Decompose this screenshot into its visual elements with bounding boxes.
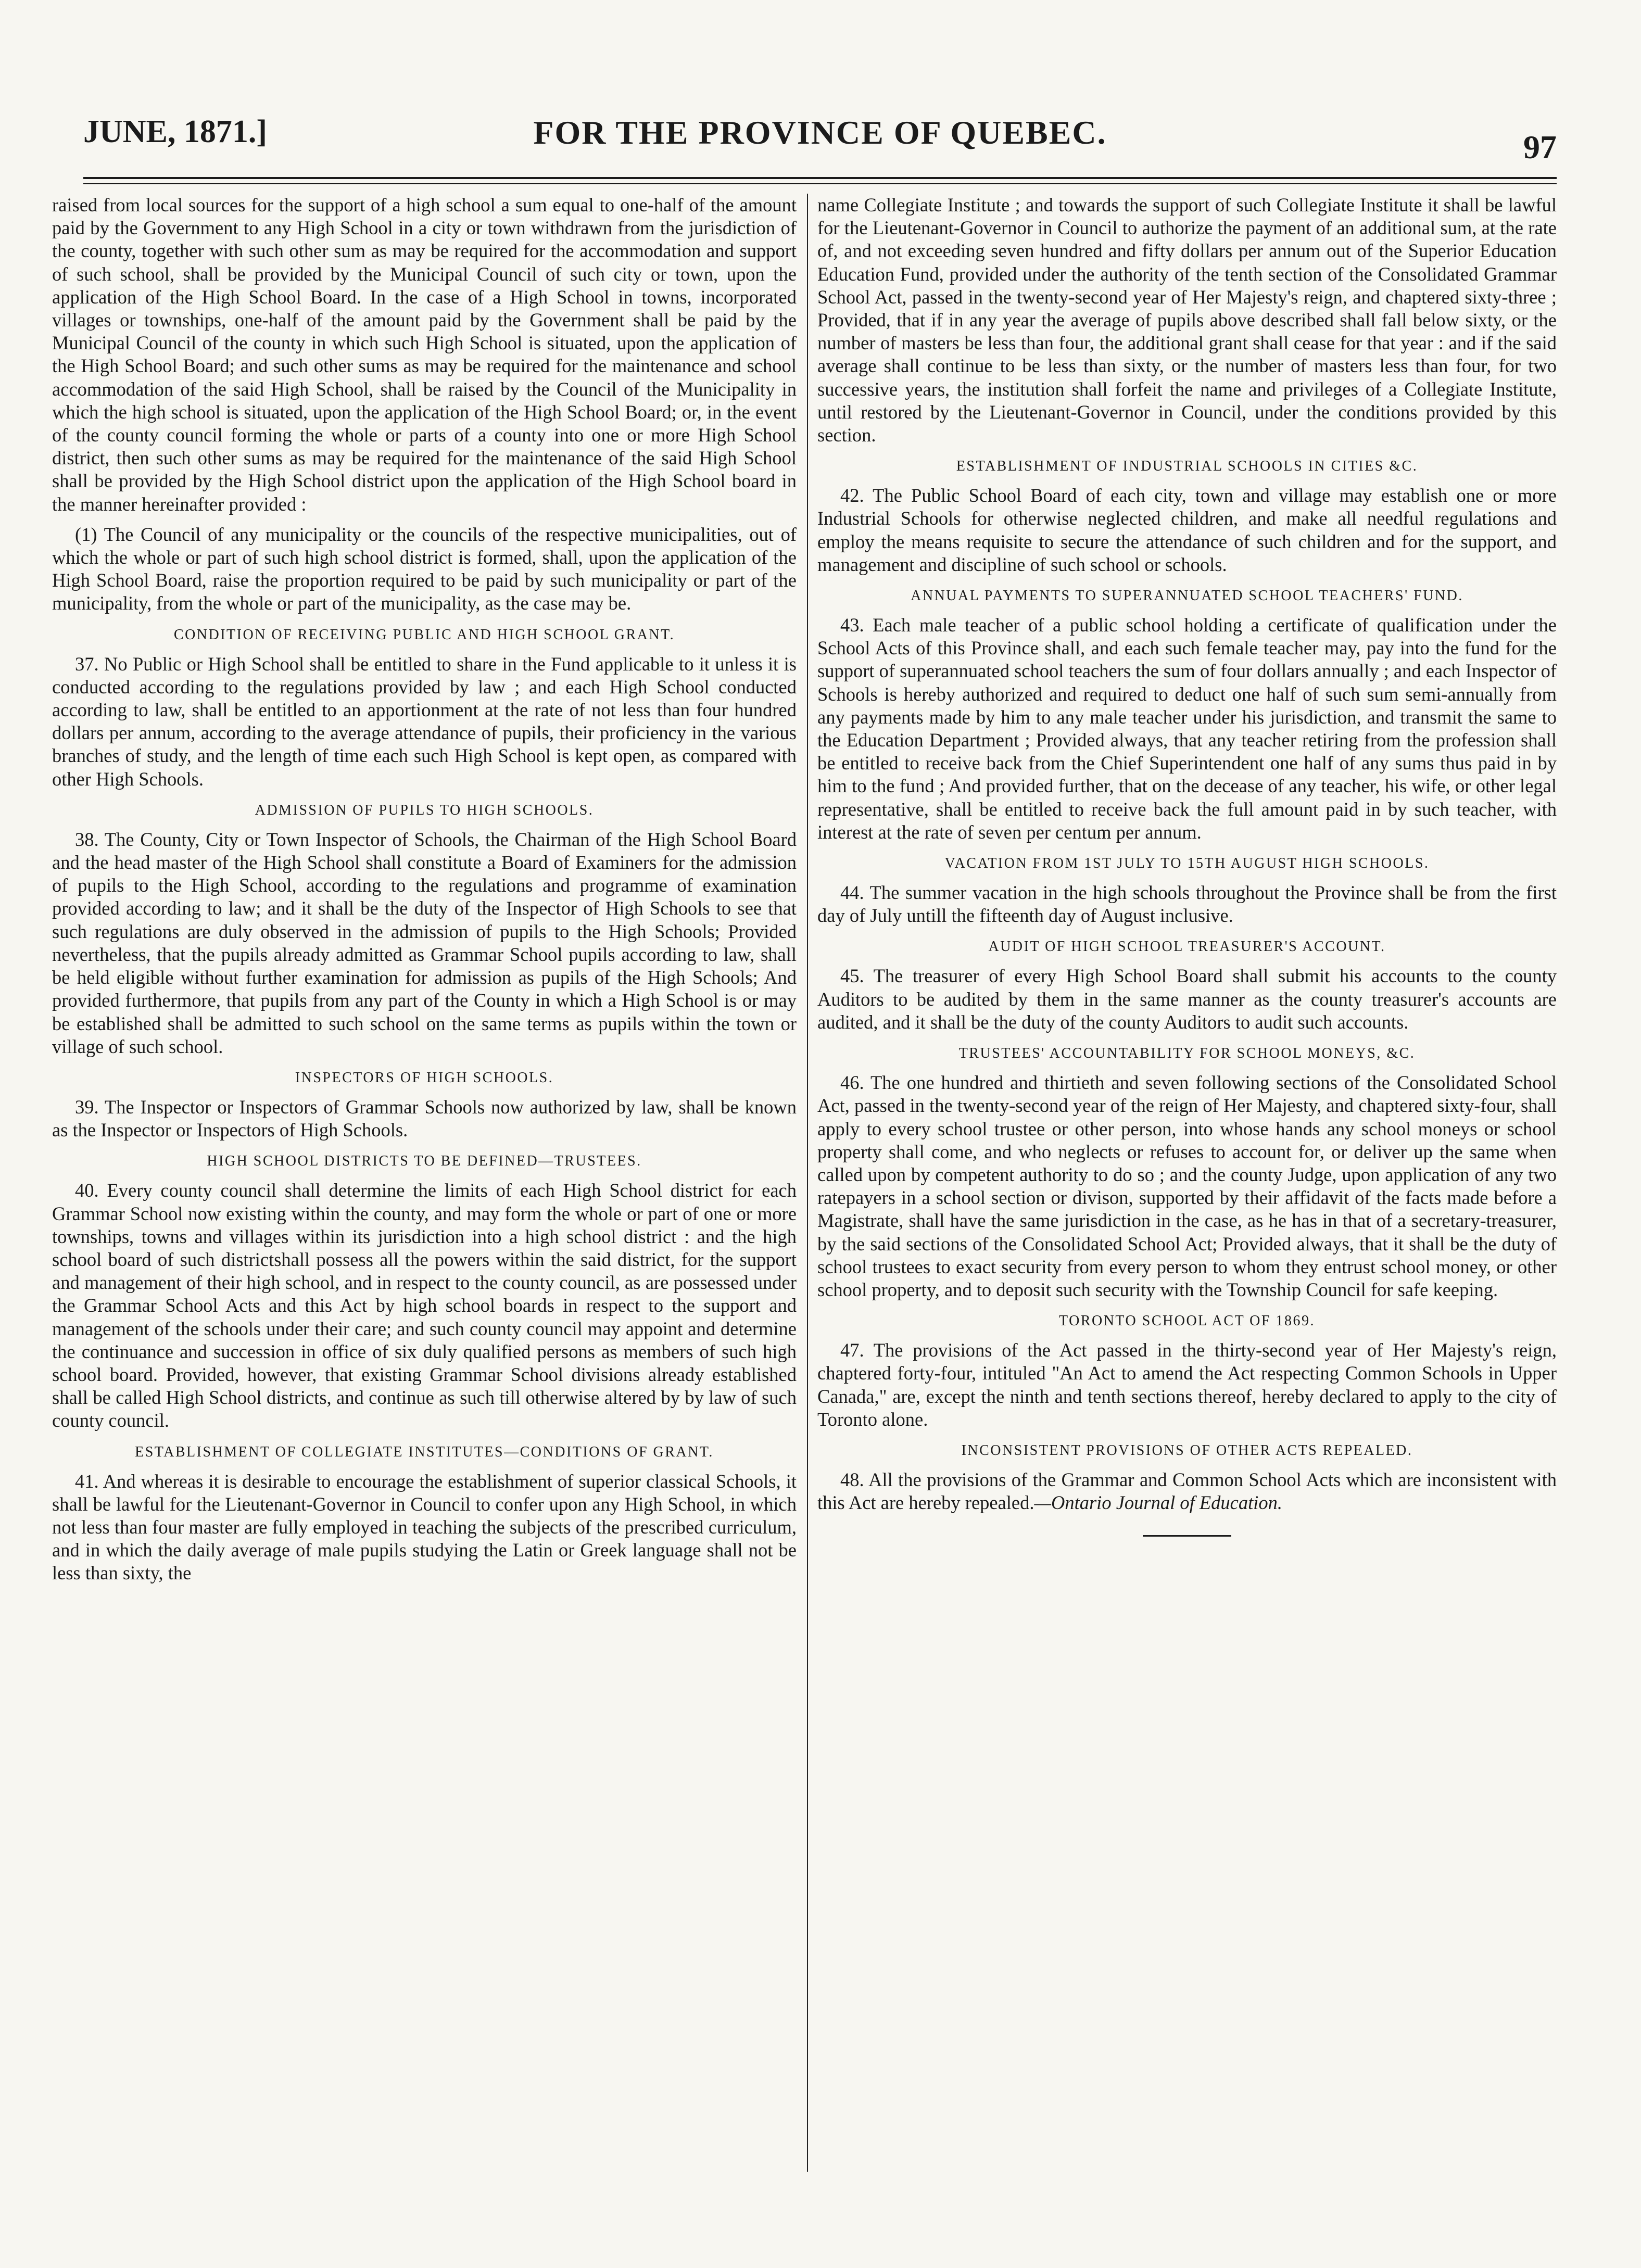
issue-date: JUNE, 1871.] bbox=[83, 114, 268, 149]
section-heading-39: INSPECTORS OF HIGH SCHOOLS. bbox=[295, 1069, 554, 1086]
section-heading-37: CONDITION OF RECEIVING PUBLIC AND HIGH SCHOOL GRANT. bbox=[173, 626, 675, 643]
page-number: 97 bbox=[1523, 129, 1557, 166]
page-header bbox=[83, 104, 1557, 167]
running-title: FOR THE PROVINCE OF QUEBEC. bbox=[533, 114, 1107, 151]
section-heading-45: AUDIT OF HIGH SCHOOL TREASURER'S ACCOUNT. bbox=[988, 939, 1386, 955]
article-end-rule bbox=[1143, 1535, 1231, 1537]
paragraph-48 bbox=[817, 1468, 1557, 1514]
section-heading-47: TORONTO SCHOOL ACT OF 1869. bbox=[1059, 1313, 1315, 1329]
paragraph-38: 38. The County, City or Town Inspector of Schools, the Chairman of the High School Board and the head master of the High School shall constitute a Board of Examiners for the admission of pupils to the High School, according to the regulations and programme of examination provided according to law; and it shall be the duty of the Inspector of High Schools to see that such regulations are duly observed in the admission of pupils to the High Schools; Provided nevertheless, that the pupils already admitted as Grammar School pupils according to law, shall be held eligible without further examination for admission as pupils of the High Schools; And provided furthermore, that pupils from any part of the County in which a High School is or may be established shall be admitted to such school on the same terms as pupils within the town or village of such school. bbox=[52, 828, 797, 1057]
paragraph-intro: raised from local sources for the support of a high school a sum equal to one-half of the amount paid by the Government to any High School in a city or town withdrawn from the jurisdiction of the county, together with such other sum as may be required for the accommodation and support of such school, shall be provided by the Municipal Council of such city or town, upon the application of the High School Board. In the case of a High School in towns, incorporated villages or townships, one-half of the amount paid by the Government shall be paid by the Municipal Council of the county in which such High School is situated, upon the application of the High School Board; and such other sums as may be required for the maintenance and school accommodation of the said High School, shall be raised by the Council of the Municipality in which the high school is situated, upon the application of the High School Board; or, in the event of the county council forming the whole or parts of a county into one or more High School district, then such other sums as may be required for the maintenance of the said High School shall be provided by the High School district upon the application of the High School board in the manner hereinafter provided : bbox=[52, 194, 797, 515]
paragraph-37: 37. No Public or High School shall be entitled to share in the Fund applicable to it unless it is conducted according to the regulations provided by law ; and each High School conducted according to law, shall be entitled to an apportionment at the rate of not less than four hundred dollars per annum, according to the average attendance of pupils, their proficiency in the various branches of study, and the length of time each such High School is kept open, as compared with other High Schools. bbox=[52, 653, 797, 790]
paragraph-41-continued: name Collegiate Institute ; and towards the support of such Collegiate Institute it shall be lawful for the Lieutenant-Governor in Council to authorize the payment of an additional sum, at the rate of, and not exceeding seven hundred and fifty dollars per annum out of the Superior Education Education Fund, provided under the authority of the tenth section of the Consolidated Grammar School Act, passed in the twenty-second year of Her Majesty's reign, and chaptered sixty-three ; Provided, that if in any year the average of pupils above described shall fall below sixty, or the number of masters be less than four, the additional grant shall cease for that year : and if the said average shall continue to be less than sixty, or the number of masters less than four, for two successive years, the institution shall forfeit the name and privileges of a Collegiate Institute, until restored by the Lieutenant-Governor in Council, under the conditions provided by this section. bbox=[817, 194, 1557, 446]
paragraph-47: 47. The provisions of the Act passed in the thirty-second year of Her Majesty's reign, chaptered forty-four, intituled "An Act to amend the Act respecting Common Schools in Upper Canada," are, except the ninth and tenth sections thereof, hereby declared to apply to the city of Toronto alone. bbox=[817, 1339, 1557, 1430]
header-rule bbox=[83, 177, 1557, 179]
section-heading-42: ESTABLISHMENT OF INDUSTRIAL SCHOOLS IN CITIES &C. bbox=[956, 458, 1418, 475]
section-heading-41: ESTABLISHMENT OF COLLEGIATE INSTITUTES—CONDITIONS OF GRANT. bbox=[135, 1443, 714, 1460]
right-column bbox=[817, 194, 1557, 2208]
header-rule-thin bbox=[83, 183, 1557, 184]
paragraph-45: 45. The treasurer of every High School Board shall submit his accounts to the county Auditors to be audited by them in the same manner as the county treasurer's accounts are audited, and it shall be the duty of the county Auditors to audit such accounts. bbox=[817, 965, 1557, 1033]
paragraph-48-text: 48. All the provisions of the Grammar and Common School Acts which are inconsistent with this Act are hereby repealed. bbox=[817, 1468, 1557, 1514]
paragraph-40: 40. Every county council shall determine the limits of each High School district for each Grammar School now existing within the county, and may form the whole or part of one or more townships, towns and villages within its jurisdiction into a high school district : and the high school board of such districtshall possess all the powers within the said district, for the support and management of their high school, and in respect to the county council, as are possessed under the Grammar School Acts and this Act by high school boards in respect to the support and management of the schools under their care; and such county council may appoint and determine the continuance and succession in office of six duly qualified persons as members of such high school board. Provided, however, that existing Grammar School divisions already established shall be called High School districts, and continue as such till otherwise altered by by law of such county council. bbox=[52, 1180, 797, 1431]
paragraph-43: 43. Each male teacher of a public school holding a certificate of qualification under the School Acts of this Province shall, and each such female teacher may, pay into the fund for the support of superannuated school teachers the sum of four dollars annually ; and each Inspector of Schools is hereby authorized and required to deduct one half of such sum semi-annually from any payments made by him to any male teacher under his jurisdiction, and transmit the same to the Education Department ; Provided always, that any teacher retiring from the profession shall be entitled to receive back from the Chief Superintendent one half of any sums thus paid in by him to the fund ; And provided further, that on the decease of any teacher, his wife, or other legal representative, shall be entitled to receive back the full amount paid in by such teacher, with interest at the rate of seven per centum per annum. bbox=[817, 614, 1557, 843]
paragraph-39: 39. The Inspector or Inspectors of Grammar Schools now authorized by law, shall be known as the Inspector or Inspectors of High Schools. bbox=[52, 1096, 797, 1141]
section-heading-48: INCONSISTENT PROVISIONS OF OTHER ACTS REPEALED. bbox=[961, 1442, 1413, 1459]
section-heading-43: ANNUAL PAYMENTS TO SUPERANNUATED SCHOOL TEACHERS' FUND. bbox=[911, 588, 1463, 604]
section-heading-38: ADMISSION OF PUPILS TO HIGH SCHOOLS. bbox=[255, 802, 594, 818]
section-heading-40: HIGH SCHOOL DISTRICTS TO BE DEFINED—TRUSTEES. bbox=[207, 1153, 642, 1170]
section-heading-46: TRUSTEES' ACCOUNTABILITY FOR SCHOOL MONEYS, &C. bbox=[958, 1045, 1416, 1062]
section-heading-44: VACATION FROM 1ST JULY TO 15TH AUGUST HIGH SCHOOLS. bbox=[944, 855, 1430, 872]
paragraph-41: 41. And whereas it is desirable to encourage the establishment of superior classical Schools, it shall be lawful for the Lieutenant-Governor in Council to confer upon any High School, in which not less than four master are fully employed in teaching the subjects of the prescribed curriculum, and in which the daily average of male pupils studying the Latin or Greek language shall not be less than sixty, the bbox=[52, 1470, 797, 1584]
paragraph-44: 44. The summer vacation in the high schools throughout the Province shall be from the first day of July untill the fifteenth day of August inclusive. bbox=[817, 882, 1557, 927]
paragraph-42: 42. The Public School Board of each city, town and village may establish one or more Industrial Schools for otherwise neglected children, and make all needful regulations and employ the means requisite to secure the attendance of such children and for the support, and management and discipline of such school or schools. bbox=[817, 485, 1557, 575]
left-column bbox=[52, 194, 797, 2208]
column-divider bbox=[807, 194, 808, 2172]
paragraph-46: 46. The one hundred and thirtieth and seven following sections of the Consolidated School Act, passed in the twenty-second year of the reign of Her Majesty, and chaptered sixty-four, shall apply to every school trustee or other person, into whose hands any school moneys or school property shall come, and who neglects or refuses to account for, or deliver up the same when called upon by competent authority to do so ; and the county Judge, upon application of any two ratepayers in a school section or divison, supported by their affidavit of the facts made before a Magistrate, shall have the same jurisdiction in the case, as he has in that of a secretary-treasurer, by the said sections of the Consolidated School Act; Provided always, that it shall be the duty of school trustees to exact security from every person to whom they entrust school money, or other school property, and to deposit such security with the Township Council for safe keeping. bbox=[817, 1072, 1557, 1300]
source-citation: —Ontario Journal of Education. bbox=[1034, 1492, 1283, 1514]
paragraph-intro-clause-1: (1) The Council of any municipality or the councils of the respective municipalities, out of which the whole or part of such high school district is formed, shall, upon the application of the High School Board, raise the proportion required to be paid by such municipality or part of the municipality, from the whole or part of the municipality, as the case may be. bbox=[52, 523, 797, 614]
